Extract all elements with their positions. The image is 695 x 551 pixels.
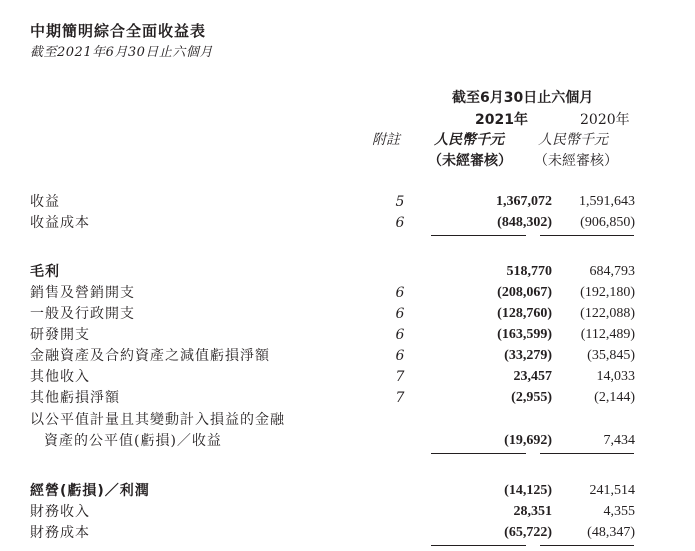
row-value-2021: (14,125) bbox=[504, 483, 552, 498]
table-row bbox=[30, 502, 650, 522]
subtotal-rule bbox=[431, 453, 526, 454]
table-row bbox=[30, 431, 650, 451]
table-row bbox=[30, 304, 650, 324]
row-value-2021: (33,279) bbox=[504, 348, 552, 363]
row-note: 7 bbox=[395, 369, 405, 385]
table-row bbox=[30, 523, 650, 543]
unit-2021-header: 人民幣千元 bbox=[434, 132, 504, 148]
row-value-2020: 7,434 bbox=[603, 433, 635, 448]
row-note: 6 bbox=[395, 215, 405, 231]
row-value-2021: (848,302) bbox=[497, 215, 552, 230]
row-note: 6 bbox=[395, 327, 405, 343]
row-value-2020: 4,355 bbox=[603, 504, 635, 519]
row-label: 研發開支 bbox=[30, 327, 90, 343]
row-value-2020: (2,144) bbox=[594, 390, 635, 405]
row-value-2020: (122,088) bbox=[580, 306, 635, 321]
row-label: 收益成本 bbox=[30, 215, 90, 231]
row-label: 以公平值計量且其變動計入損益的金融 bbox=[30, 412, 285, 428]
unit-2020-header: 人民幣千元 bbox=[538, 132, 608, 148]
row-note: 7 bbox=[395, 390, 405, 406]
row-label: 毛利 bbox=[30, 264, 60, 280]
row-label: 其他收入 bbox=[30, 369, 90, 385]
row-value-2020: 241,514 bbox=[589, 483, 635, 498]
table-row bbox=[30, 283, 650, 303]
row-value-2020: (48,347) bbox=[587, 525, 635, 540]
table-row bbox=[30, 262, 650, 282]
row-value-2020: 684,793 bbox=[589, 264, 635, 279]
audit-2020-header: （未經審核） bbox=[534, 153, 618, 169]
row-value-2020: (35,845) bbox=[587, 348, 635, 363]
row-label: 收益 bbox=[30, 194, 60, 210]
statement-subtitle: 截至2021年6月30日止六個月 bbox=[30, 45, 213, 60]
row-value-2021: 1,367,072 bbox=[496, 194, 552, 209]
row-value-2021: 23,457 bbox=[513, 369, 552, 384]
row-value-2021: (163,599) bbox=[497, 327, 552, 342]
row-value-2021: (19,692) bbox=[504, 433, 552, 448]
table-row bbox=[30, 346, 650, 366]
subtotal-rule bbox=[540, 545, 634, 546]
row-value-2020: 14,033 bbox=[596, 369, 635, 384]
subtotal-rule bbox=[540, 235, 634, 236]
row-value-2021: 518,770 bbox=[506, 264, 552, 279]
row-label: 財務收入 bbox=[30, 504, 90, 520]
row-label: 經營(虧損)／利潤 bbox=[30, 483, 150, 499]
row-label: 銷售及營銷開支 bbox=[30, 285, 135, 301]
row-value-2021: (128,760) bbox=[497, 306, 552, 321]
row-value-2020: (906,850) bbox=[580, 215, 635, 230]
row-note: 6 bbox=[395, 306, 405, 322]
row-value-2020: (192,180) bbox=[580, 285, 635, 300]
table-row bbox=[30, 481, 650, 501]
year-2020-header: 2020年 bbox=[580, 112, 630, 128]
period-header: 截至6月30日止六個月 bbox=[452, 90, 594, 106]
row-value-2021: (208,067) bbox=[497, 285, 552, 300]
table-row bbox=[30, 388, 650, 408]
row-note: 6 bbox=[395, 285, 405, 301]
subtotal-rule bbox=[431, 545, 526, 546]
audit-2021-header: （未經審核） bbox=[428, 153, 512, 169]
statement-title: 中期簡明綜合全面收益表 bbox=[30, 22, 207, 40]
row-label: 金融資產及合約資產之減值虧損淨額 bbox=[30, 348, 270, 364]
row-value-2020: (112,489) bbox=[580, 327, 635, 342]
table-row bbox=[30, 213, 650, 233]
row-value-2021: (2,955) bbox=[511, 390, 552, 405]
row-note: 6 bbox=[395, 348, 405, 364]
row-label: 財務成本 bbox=[30, 525, 90, 541]
table-row bbox=[30, 325, 650, 345]
row-value-2021: (65,722) bbox=[504, 525, 552, 540]
row-label: 資產的公平值(虧損)／收益 bbox=[44, 433, 222, 449]
subtotal-rule bbox=[540, 453, 634, 454]
subtotal-rule bbox=[431, 235, 526, 236]
row-note: 5 bbox=[395, 194, 405, 210]
row-label: 一般及行政開支 bbox=[30, 306, 135, 322]
year-2021-header: 2021年 bbox=[475, 112, 528, 128]
table-row bbox=[30, 367, 650, 387]
table-row bbox=[30, 192, 650, 212]
note-column-header: 附註 bbox=[372, 132, 400, 148]
row-label: 其他虧損淨額 bbox=[30, 390, 120, 406]
table-row bbox=[30, 410, 650, 430]
row-value-2021: 28,351 bbox=[513, 504, 552, 519]
row-value-2020: 1,591,643 bbox=[579, 194, 635, 209]
